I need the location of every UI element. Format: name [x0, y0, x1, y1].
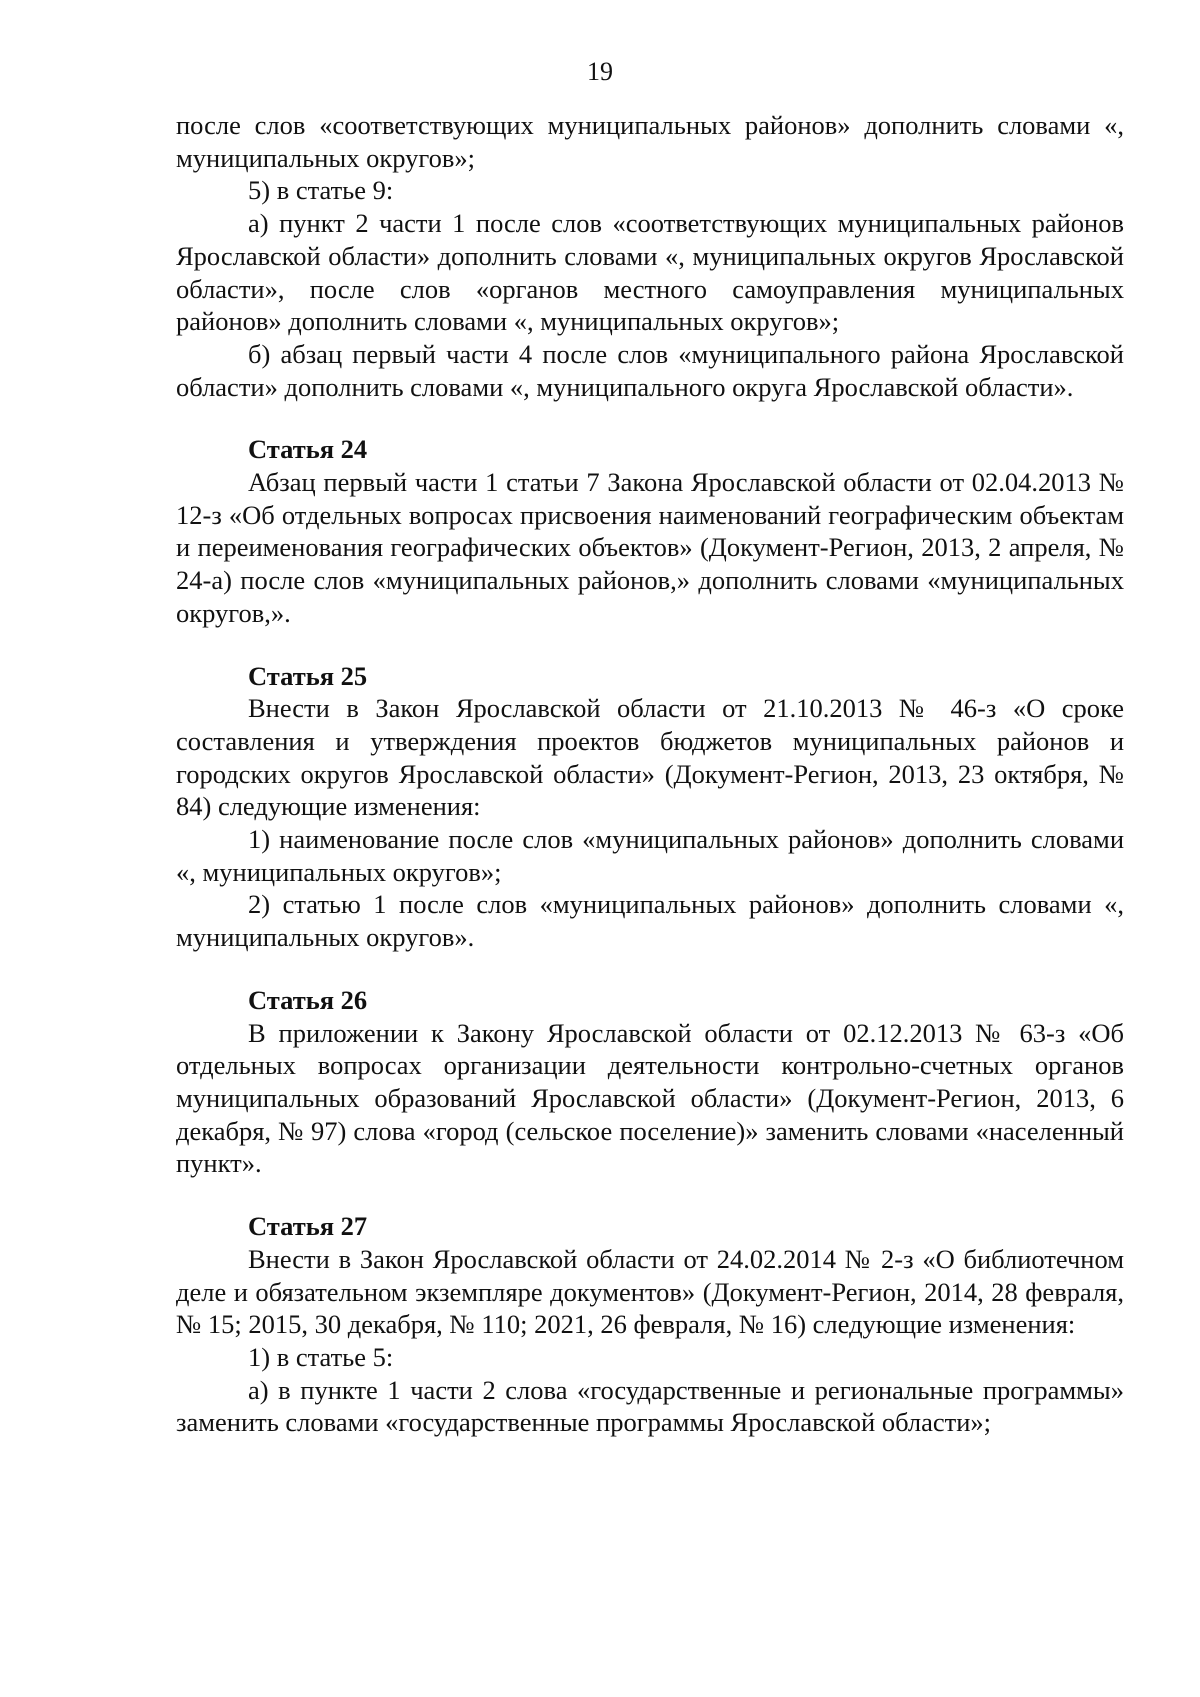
article-25-heading: Статья 25 — [248, 660, 368, 691]
paragraph: Абзац первый части 1 статьи 7 Закона Ярославской области от 02.04.2013 № 12-з «Об отдельных вопросах присвоения наименований географическим объектам и переименования географических объектов» (Документ-Регион, 2013, 2 апреля, № 24-а) после слов «муниципальных районов,» дополнить словами «муниципальных округов,». — [176, 467, 1124, 628]
article-26-heading: Статья 26 — [248, 984, 368, 1015]
article-24-heading: Статья 24 — [248, 434, 368, 465]
paragraph: Внести в Закон Ярославской области от 24.02.2014 № 2-з «О библиотечном деле и обязательном экземпляре документов» (Документ-Регион, 2014, 28 февраля, № 15; 2015, 30 декабря, № 110; 2021, 26 февраля, № 16) следующие изменения: — [176, 1243, 1124, 1340]
paragraph: после слов «соответствующих муниципальных районов» дополнить словами «, муниципальных округов»; — [176, 110, 1124, 173]
paragraph: В приложении к Закону Ярославской области от 02.12.2013 № 63-з «Об отдельных вопросах организации деятельности контрольно-счетных органов муниципальных образований Ярославской области» (Документ-Регион, 2013, 6 декабря, № 97) слова «город (сельское поселение)» заменить словами «населенный пункт». — [176, 1017, 1124, 1179]
paragraph: 5) в статье 9: — [248, 175, 394, 206]
page-number: 19 — [587, 57, 613, 86]
article-27-heading: Статья 27 — [248, 1211, 368, 1242]
paragraph: а) в пункте 1 части 2 слова «государственные и региональные программы» заменить словами «государственные программы Ярославской области»; — [176, 1374, 1124, 1438]
paragraph: а) пункт 2 части 1 после слов «соответствующих муниципальных районов Ярославской области» дополнить словами «, муниципальных округов Ярославской области», после слов «органов местного самоуправления муниципальных районов» дополнить словами «, муниципальных округов»; — [176, 208, 1124, 337]
paragraph: 2) статью 1 после слов «муниципальных районов» дополнить словами «, муниципальных округов». — [176, 889, 1124, 953]
paragraph: 1) в статье 5: — [248, 1341, 394, 1372]
paragraph: б) абзац первый части 4 после слов «муниципального района Ярославской области» дополнить словами «, муниципального округа Ярославской области». — [176, 338, 1124, 402]
paragraph: 1) наименование после слов «муниципальных районов» дополнить словами «, муниципальных округов»; — [176, 824, 1124, 887]
paragraph: Внести в Закон Ярославской области от 21.10.2013 № 46-з «О сроке составления и утверждения проектов бюджетов муниципальных районов и городских округов Ярославской области» (Документ-Регион, 2013, 23 октября, № 84) следующие изменения: — [176, 693, 1124, 822]
document-body — [176, 109, 1124, 1439]
